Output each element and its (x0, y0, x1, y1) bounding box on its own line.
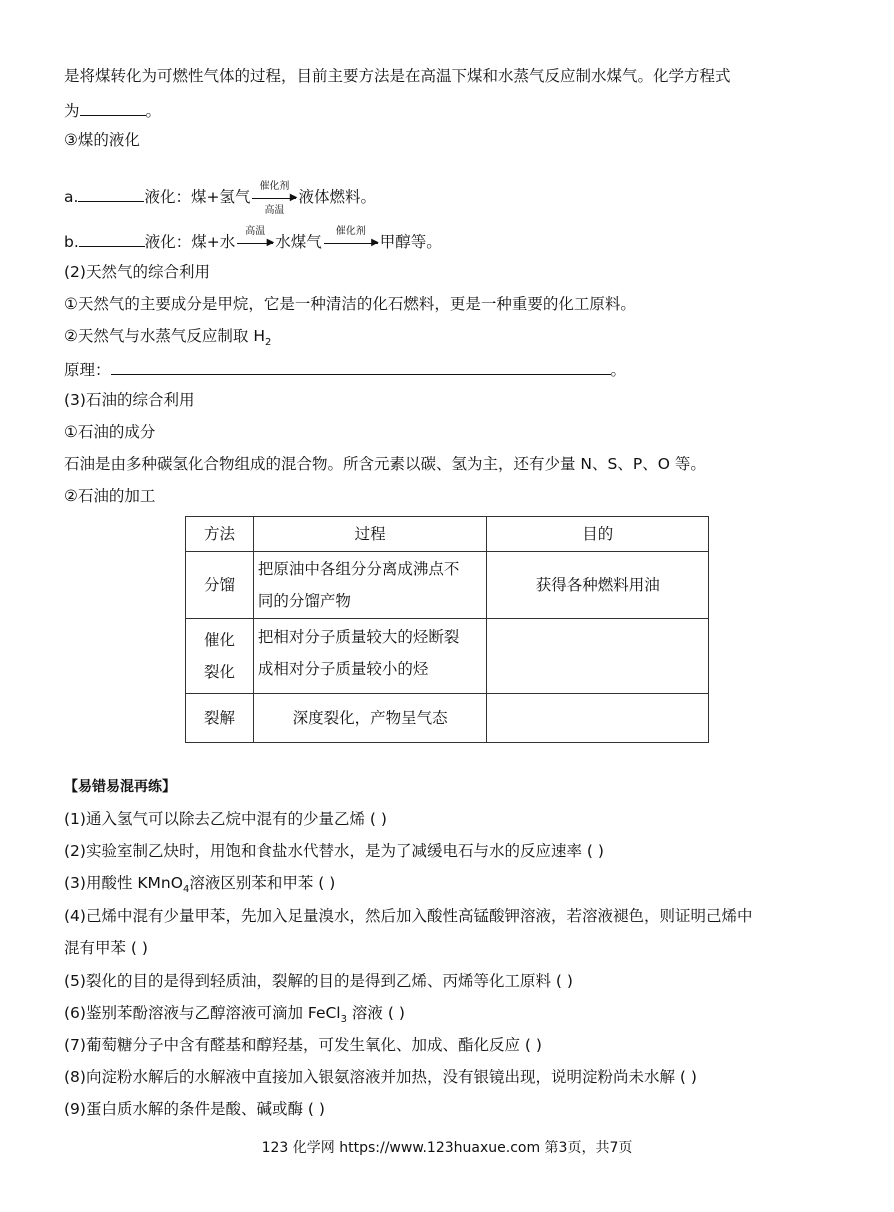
table-header: 过程 (253, 517, 487, 552)
petroleum-text: 石油是由多种碳氢化合物组成的混合物。所含元素以碳、氢为主，还有少量 N、S、P、O 等。 (64, 455, 706, 473)
reaction-arrow: 催化剂 ▶ (324, 236, 378, 250)
answer-blank (80, 99, 146, 116)
practice-heading: 【易错易混再练】 (64, 779, 176, 795)
answer-blank (78, 185, 144, 202)
table-row (186, 694, 709, 743)
item-label-a: a. (64, 188, 79, 206)
question-7: (7)葡萄糖分子中含有醛基和醇羟基，可发生氧化、加成、酯化反应 ( ) (64, 1036, 542, 1054)
question-8: (8)向淀粉水解后的水解液中直接加入银氨溶液并加热，没有银镜出现，说明淀粉尚未水解 ( ) (64, 1068, 697, 1086)
table-cell-process: 把相对分子质量较大的烃断裂 成相对分子质量较小的烃 (253, 619, 487, 694)
table-cell-method: 裂解 (186, 694, 254, 743)
intro-prefix: 为 (64, 102, 80, 120)
answer-blank (79, 230, 145, 247)
page-footer: 123 化学网 https://www.123huaxue.com 第3页，共7页 (261, 1140, 633, 1156)
natural-gas-heading: (2)天然气的综合利用 (64, 263, 210, 281)
petroleum-item-1: ①石油的成分 (64, 423, 156, 441)
liquefaction-b-result: 甲醇等。 (379, 233, 442, 251)
intro-line-1: 是将煤转化为可燃性气体的过程，目前主要方法是在高温下煤和水蒸气反应制水煤气。化学方程式 (64, 67, 731, 85)
reaction-arrow: 催化剂 ▶ 高温 (252, 191, 296, 205)
intro-suffix: 。 (145, 102, 162, 120)
table-cell-method: 分馏 (186, 552, 254, 619)
table-cell-process: 把原油中各组分分离成沸点不 同的分馏产物 (253, 552, 487, 619)
liquefaction-b (64, 225, 442, 252)
reaction-arrow: 高温 ▶ (237, 236, 273, 250)
question-1: (1)通入氢气可以除去乙烷中混有的少量乙烯 ( ) (64, 810, 387, 828)
question-4-line-1: (4)己烯中混有少量甲苯，先加入足量溴水，然后加入酸性高锰酸钾溶液，若溶液褪色，则证明己烯中 (64, 907, 753, 925)
processing-table (185, 516, 709, 743)
question-9: (9)蛋白质水解的条件是酸、碱或酶 ( ) (64, 1100, 325, 1118)
question-4-line-2: 混有甲苯 ( ) (64, 939, 148, 957)
question-6: (6)鉴别苯酚溶液与乙醇溶液可滴加 FeCl$_3$ 溶液 ( ) (64, 1004, 405, 1026)
table-cell-purpose (487, 694, 709, 743)
coal-liquefaction-heading: ③煤的液化 (64, 131, 140, 149)
table-header: 目的 (487, 517, 709, 552)
natural-gas-item-1: ①天然气的主要成分是甲烷，它是一种清洁的化石燃料，更是一种重要的化工原料。 (64, 295, 636, 313)
question-5: (5)裂化的目的是得到轻质油，裂解的目的是得到乙烯、丙烯等化工原料 ( ) (64, 972, 573, 990)
liquefaction-b-mid: 水煤气 (275, 233, 322, 251)
petroleum-heading: (3)石油的综合利用 (64, 391, 195, 409)
liquefaction-a (64, 180, 376, 216)
liquefaction-a-result: 液体燃料。 (298, 188, 376, 206)
table-cell-purpose: 获得各种燃料用油 (487, 552, 709, 619)
answer-blank (111, 358, 611, 375)
natural-gas-item-2: ②天然气与水蒸气反应制取 $H_2$ (64, 327, 272, 349)
table-row (186, 552, 709, 619)
liquefaction-b-text: 液化：煤+水 (144, 233, 236, 251)
table-header-row (186, 517, 709, 552)
principle-line (64, 358, 626, 380)
intro-line-2 (64, 99, 161, 121)
principle-label: 原理： (64, 361, 111, 379)
petroleum-item-2: ②石油的加工 (64, 487, 156, 505)
table-cell-purpose (487, 619, 709, 694)
table-cell-process: 深度裂化，产物呈气态 (253, 694, 487, 743)
table-header: 方法 (186, 517, 254, 552)
liquefaction-a-text: 液化：煤+氢气 (144, 188, 251, 206)
table-cell-method: 催化 裂化 (186, 619, 254, 694)
question-3: (3)用酸性 KMnO$_4$溶液区别苯和甲苯 ( ) (64, 874, 336, 896)
question-2: (2)实验室制乙炔时，用饱和食盐水代替水，是为了减缓电石与水的反应速率 ( ) (64, 842, 604, 860)
item-label-b: b. (64, 233, 79, 251)
table-row (186, 619, 709, 694)
principle-end: 。 (610, 361, 627, 379)
